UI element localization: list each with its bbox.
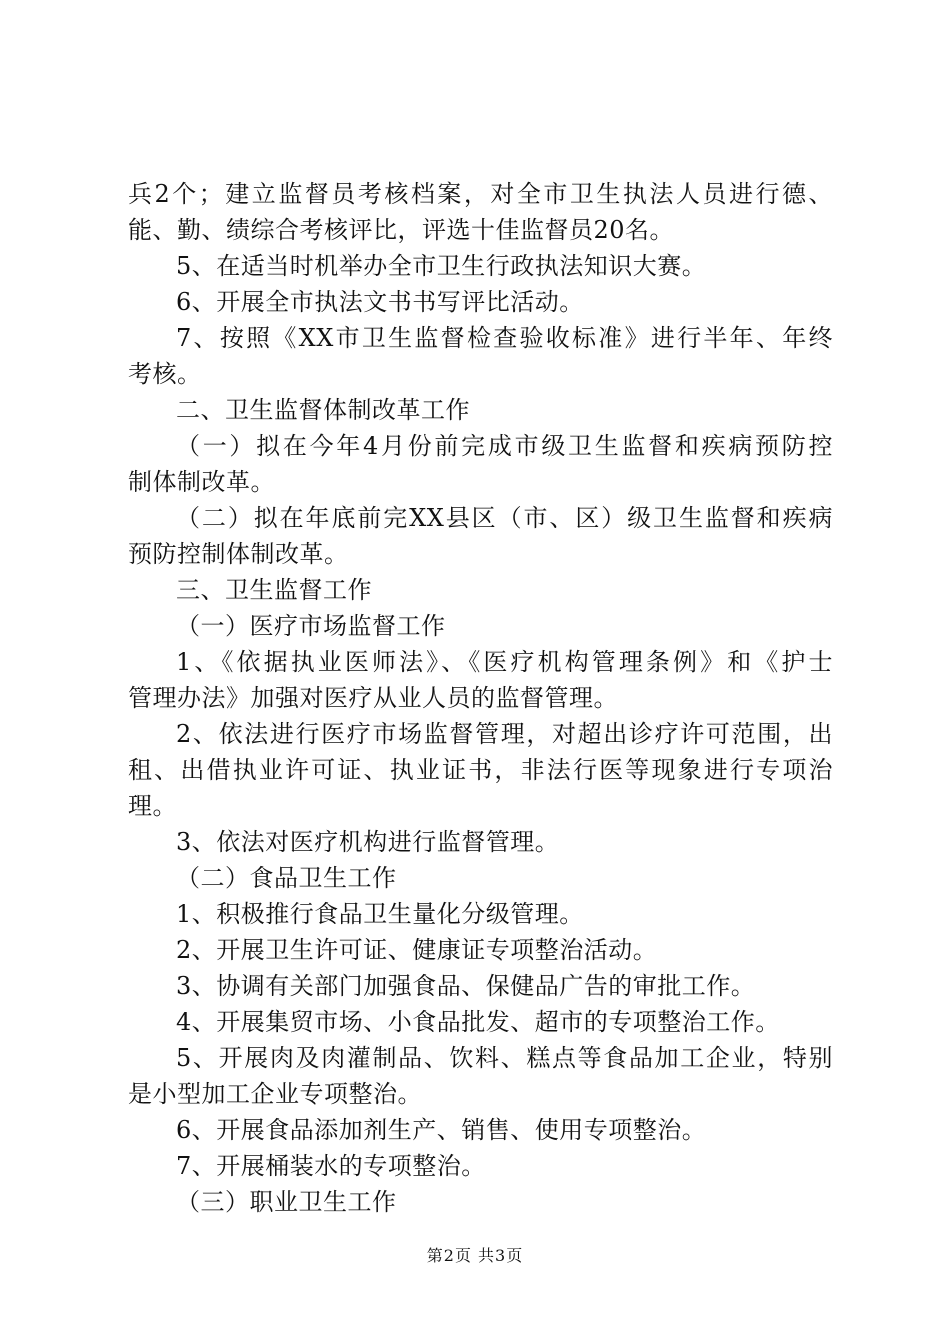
text-line: 3、依法对医疗机构进行监督管理。 — [176, 828, 560, 856]
text-line: 4、开展集贸市场、小食品批发、超市的专项整治工作。 — [176, 1008, 780, 1036]
text-line: （二）拟在年底前完XX县区（市、区）级卫生监督和疾病 — [176, 504, 833, 532]
text-line: 5、开展肉及肉灌制品、饮料、糕点等食品加工企业，特别 — [176, 1044, 833, 1072]
text-line: 理。 — [128, 792, 177, 820]
text-line: （一）拟在今年4月份前完成市级卫生监督和疾病预防控 — [176, 432, 833, 460]
page-footer: 第2页 共3页 — [426, 1246, 524, 1265]
text-line: 预防控制体制改革。 — [128, 540, 349, 568]
text-line: 租、出借执业许可证、执业证书，非法行医等现象进行专项治 — [128, 756, 833, 784]
text-line: 6、开展全市执法文书书写评比活动。 — [176, 288, 584, 316]
subsection-heading: （一）医疗市场监督工作 — [176, 612, 446, 640]
text-line: 6、开展食品添加剂生产、销售、使用专项整治。 — [176, 1116, 707, 1144]
text-line: 7、开展桶装水的专项整治。 — [176, 1152, 486, 1180]
text-line: 3、协调有关部门加强食品、保健品广告的审批工作。 — [176, 972, 756, 1000]
subsection-heading: （三）职业卫生工作 — [176, 1188, 397, 1216]
text-line: 兵2个；建立监督员考核档案，对全市卫生执法人员进行德、 — [128, 180, 833, 208]
section-heading: 三、卫生监督工作 — [176, 576, 372, 604]
text-line: 5、在适当时机举办全市卫生行政执法知识大赛。 — [176, 252, 707, 280]
text-line: 考核。 — [128, 360, 202, 388]
text-line: 7、按照《XX市卫生监督检查验收标准》进行半年、年终 — [176, 324, 833, 352]
text-line: 管理办法》加强对医疗从业人员的监督管理。 — [128, 684, 618, 712]
text-line: 2、开展卫生许可证、健康证专项整治活动。 — [176, 936, 658, 964]
text-line: 制体制改革。 — [128, 468, 275, 496]
text-line: 是小型加工企业专项整治。 — [128, 1080, 422, 1108]
text-line: 2、依法进行医疗市场监督管理，对超出诊疗许可范围，出 — [176, 720, 833, 748]
text-line: 1、积极推行食品卫生量化分级管理。 — [176, 900, 584, 928]
text-line: 1、《依据执业医师法》、《医疗机构管理条例》和《护士 — [176, 648, 833, 676]
section-heading: 二、卫生监督体制改革工作 — [176, 396, 470, 424]
text-line: 能、勤、绩综合考核评比，评选十佳监督员20名。 — [128, 216, 675, 244]
subsection-heading: （二）食品卫生工作 — [176, 864, 397, 892]
